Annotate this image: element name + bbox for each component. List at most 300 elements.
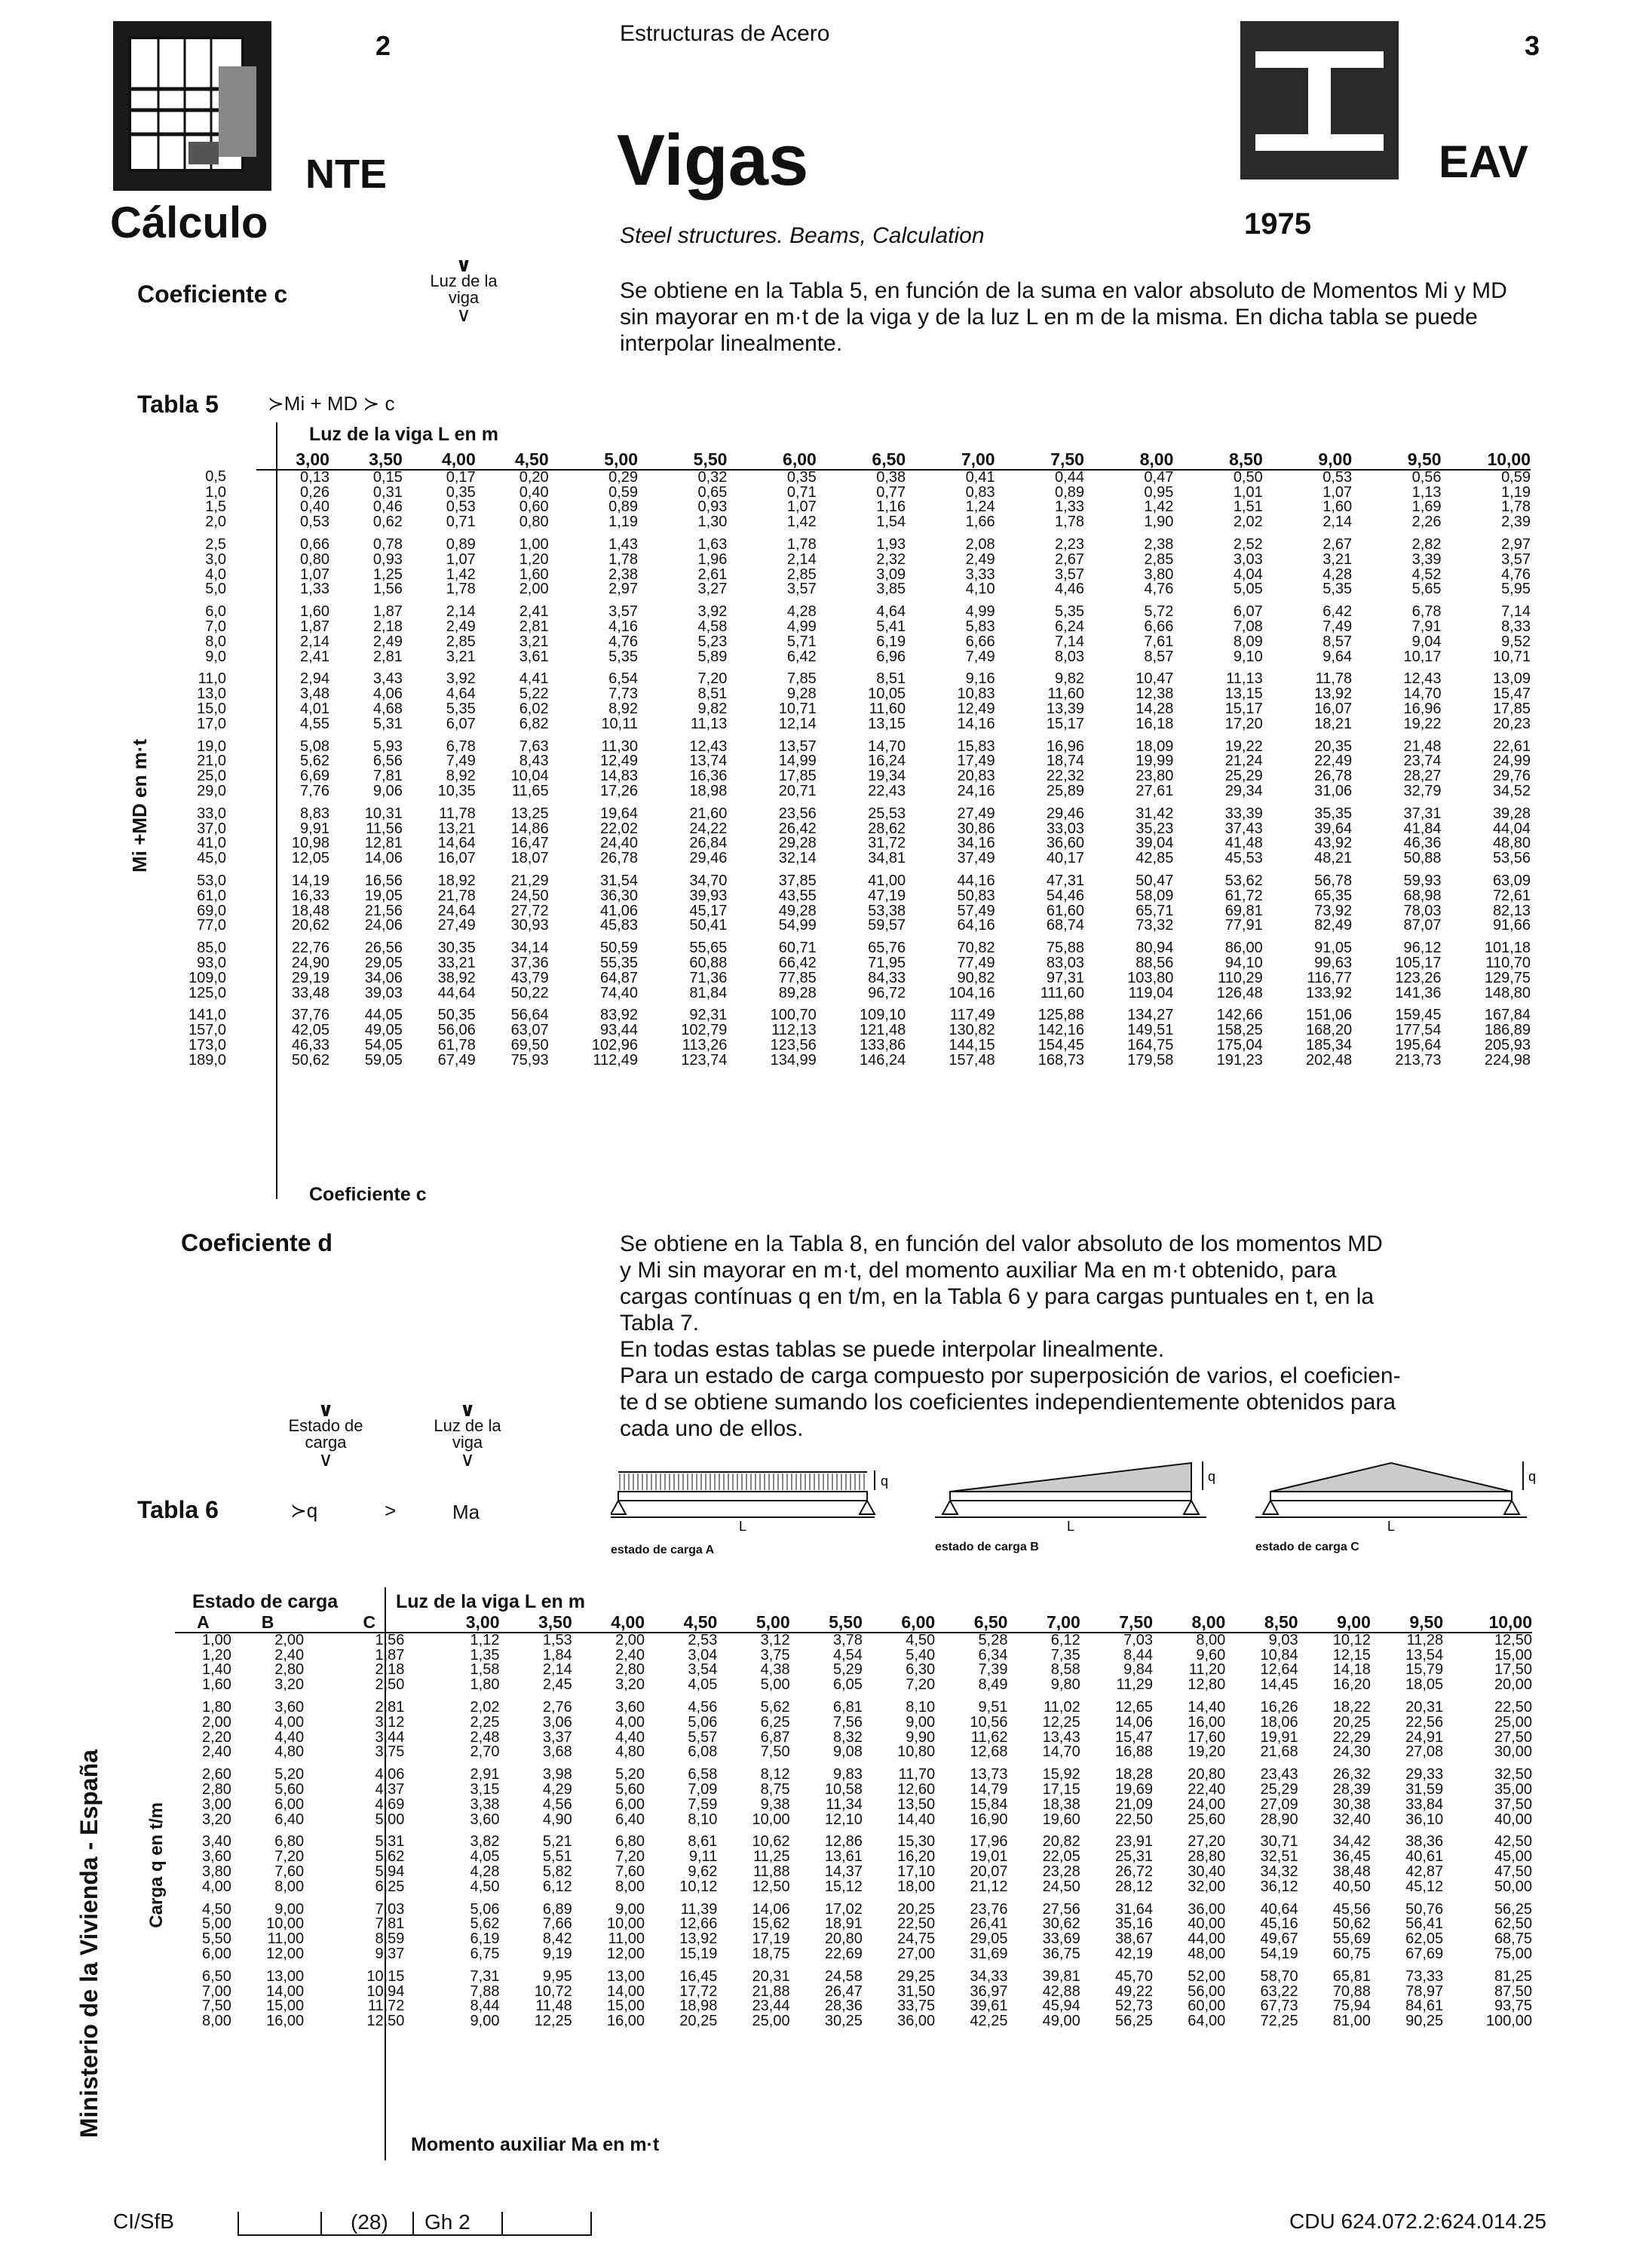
table-row [175,1895,1532,1918]
table-cell: 16,24 [868,753,906,770]
column-header: 3,00 [256,452,329,470]
table-cell: 26,41 [970,1915,1008,1933]
column-header: 8,00 [1153,1615,1225,1633]
table-cell: 144,15 [949,1036,995,1053]
table-cell: 129,75 [1484,969,1531,986]
table-cell: 1,60 [1323,498,1353,516]
table-cell: 45,12 [1405,1878,1444,1895]
table-cell: 16,20 [897,1848,936,1866]
table-cell: 14,64 [437,835,476,852]
tabla6-label: Tabla 6 [137,1496,219,1523]
estado-cell: 10,94 [366,1983,405,2000]
load-diagram-a [611,1455,890,1569]
table-cell: 5,95 [1501,581,1531,598]
table-cell: 191,23 [1216,1051,1263,1069]
table-cell: 54,19 [1260,1945,1298,1962]
table-cell: 71,36 [689,969,728,986]
row-label: 15,0 [197,700,227,717]
table-cell: 168,20 [1305,1022,1353,1039]
table-cell: 4,50 [906,1631,936,1648]
table-cell: 31,54 [599,872,639,889]
table-cell: 4,76 [608,633,639,650]
table-cell: 13,92 [679,1930,718,1948]
estado-cell: 3,12 [375,1713,405,1731]
table-row [188,650,1531,665]
estado-column-header: C [304,1615,434,1633]
table-cell: 3,39 [1411,550,1442,568]
table-cell: 5,62 [300,753,329,770]
table-cell: 3,21 [446,648,476,665]
table-row [188,470,1531,486]
estado-cell: 2,18 [375,1661,405,1679]
table-cell: 9,62 [688,1863,718,1880]
tabla5-span-header: Luz de la viga L en m [309,424,498,445]
table-row [175,1760,1532,1783]
table-cell: 1,00 [519,535,549,553]
table-cell: 1,87 [300,618,329,635]
table-cell: 4,46 [1055,581,1084,598]
table-cell: 30,35 [437,940,476,957]
table-cell: 53,62 [1224,872,1263,889]
table-cell: 3,60 [615,1698,645,1716]
table-cell: 1,07 [786,498,817,516]
column-header: 4,50 [476,452,549,470]
table-cell: 37,31 [1403,805,1442,822]
table-cell: 117,49 [949,1007,995,1024]
table-cell: 14,28 [1136,700,1174,717]
estado-cell: 2,40 [274,1646,305,1664]
table-cell: 0,80 [519,514,549,531]
table-cell: 60,88 [689,954,728,971]
table-cell: 3,37 [542,1728,572,1746]
table-cell: 29,46 [689,850,728,867]
table-cell: 6,34 [978,1646,1008,1664]
table-cell: 2,52 [1233,535,1263,553]
table-cell: 30,86 [957,820,995,837]
table-row [188,799,1531,822]
table-cell: 27,49 [957,805,995,822]
table-cell: 10,31 [364,805,403,822]
row-label: 6,0 [205,603,227,621]
table-cell: 61,60 [1046,902,1084,919]
estado-cell: 4,50 [201,1900,231,1918]
table-cell: 5,35 [1055,603,1084,621]
table-row [188,717,1531,732]
table-cell: 167,84 [1484,1007,1531,1024]
estado-column-header: A [175,1615,231,1633]
table-cell: 10,83 [957,685,995,703]
table-cell: 2,91 [470,1766,500,1783]
table-cell: 4,52 [1411,566,1442,583]
table-cell: 0,60 [519,498,549,516]
table-cell: 20,31 [752,1967,790,1985]
table-cell: 12,43 [689,738,728,755]
table-cell: 34,06 [364,969,403,986]
table-cell: 96,12 [1403,940,1442,957]
table-cell: 57,49 [957,902,995,919]
column-header: 5,00 [549,452,638,470]
table-cell: 8,57 [1144,648,1174,665]
table-cell: 19,22 [1224,738,1263,755]
table-cell: 94,10 [1224,954,1263,971]
table-cell: 68,74 [1046,917,1084,934]
description-line: En todas estas tablas se puede interpolar linealmente. [620,1337,1165,1362]
footer-classification-box [238,2206,592,2236]
table-cell: 3,03 [1233,550,1263,568]
table-cell: 16,00 [606,2013,645,2030]
table-cell: 22,40 [1188,1780,1226,1798]
table-cell: 20,25 [1332,1713,1371,1731]
table-cell: 44,16 [957,872,995,889]
table-cell: 154,45 [1037,1036,1084,1053]
table-cell: 9,06 [372,782,403,799]
table-cell: 2,25 [470,1713,500,1731]
table-cell: 6,58 [688,1766,718,1783]
table-cell: 58,09 [1136,887,1174,904]
row-label: 9,0 [205,648,227,665]
estado-cell: 3,20 [274,1676,305,1694]
table-row [188,1001,1531,1023]
page-subtitle: Steel structures. Beams, Calculation [620,223,985,248]
table-cell: 16,45 [679,1967,718,1985]
table-cell: 19,69 [1114,1780,1154,1798]
table-cell: 1,33 [1055,498,1084,516]
table-row [175,1962,1532,1985]
table-cell: 148,80 [1484,984,1531,1001]
table-cell: 49,05 [364,1022,403,1039]
table-cell: 15,47 [1492,685,1531,703]
table-cell: 4,28 [786,603,817,621]
table-cell: 97,31 [1046,969,1084,986]
table-cell: 10,62 [752,1833,790,1851]
table-cell: 0,40 [519,483,549,501]
estado-cell: 4,69 [375,1795,405,1813]
table-cell: 12,68 [970,1743,1008,1761]
table-cell: 6,24 [1055,618,1084,635]
table-cell: 16,88 [1114,1743,1154,1761]
table-cell: 13,15 [1224,685,1263,703]
table-row [175,1947,1532,1962]
estado-cell: 2,50 [375,1676,405,1694]
table-cell: 39,03 [364,984,403,1001]
table-cell: 15,92 [1042,1766,1080,1783]
table-cell: 186,89 [1484,1022,1531,1039]
table-cell: 12,50 [752,1878,790,1895]
table-cell: 158,25 [1216,1022,1263,1039]
table-cell: 2,97 [1501,535,1531,553]
row-label: 109,0 [188,969,227,986]
table-cell: 1,78 [1055,514,1084,531]
table-cell: 2,97 [608,581,639,598]
table-row [188,732,1531,755]
table-cell: 43,92 [1314,835,1353,852]
table-cell: 17,15 [1042,1780,1080,1798]
box-tick [501,2212,503,2234]
table-cell: 0,29 [608,468,639,486]
table-cell: 12,25 [1042,1713,1080,1731]
table-cell: 5,08 [300,738,329,755]
tabla6 [175,1612,1532,2030]
table-cell: 33,75 [897,1998,936,2015]
table-cell: 19,22 [1403,715,1442,732]
estado-cell: 7,03 [375,1900,405,1918]
table-cell: 6,30 [906,1661,936,1679]
row-label: 8,0 [205,633,227,650]
table-cell: 17,02 [824,1900,863,1918]
table-cell: 27,61 [1136,782,1174,799]
table-cell: 34,32 [1260,1863,1298,1880]
table-cell: 42,19 [1114,1945,1154,1962]
table-cell: 25,89 [1046,782,1084,799]
estado-cell: 6,00 [201,1945,231,1962]
estado-cell: 6,80 [274,1833,305,1851]
table-cell: 3,38 [470,1795,500,1813]
row-label: 157,0 [188,1022,227,1039]
table-cell: 37,85 [778,872,817,889]
table-cell: 20,71 [778,782,817,799]
table-cell: 5,06 [688,1713,718,1731]
table-cell: 6,07 [446,715,476,732]
estado-cell: 5,60 [274,1780,305,1798]
table-cell: 52,73 [1114,1998,1154,2015]
table-cell: 121,48 [860,1022,906,1039]
table-cell: 32,79 [1403,782,1442,799]
arrow-down-icon: ∨ [460,1448,475,1470]
table-cell: 105,17 [1395,954,1442,971]
table-cell: 44,64 [437,984,476,1001]
column-header: 6,00 [727,452,816,470]
table-cell: 42,88 [1042,1983,1080,2000]
table-cell: 29,05 [364,954,403,971]
table-cell: 14,86 [510,820,549,837]
table-cell: 18,48 [291,902,329,919]
estado-cell: 5,00 [201,1915,231,1933]
table-cell: 56,41 [1405,1915,1444,1933]
row-label: 25,0 [197,768,227,785]
table-cell: 26,78 [1314,768,1353,785]
table-cell: 36,00 [897,2013,936,2030]
table-cell: 12,38 [1136,685,1174,703]
estado-cell: 3,40 [201,1833,231,1851]
coef-c-description: Se obtiene en la Tabla 5, en función de la suma en valor absoluto de Momentos Mi y MD sin mayorar en m·t de la viga y de la luz L en m de la misma. En dicha tabla se puede interpolar linealmente. [620,278,1507,356]
table-cell: 32,14 [778,850,817,867]
table-cell: 3,61 [519,648,549,665]
estado-cell: 3,60 [201,1848,231,1866]
table-cell: 2,00 [615,1631,645,1648]
table-cell: 31,64 [1114,1900,1154,1918]
table-cell: 62,50 [1494,1915,1532,1933]
table-cell: 9,19 [542,1945,572,1962]
table-cell: 4,55 [300,715,329,732]
table-cell: 42,05 [291,1022,329,1039]
description-line: cargas contínuas q en t/m, en la Tabla 6 y para cargas puntuales en t, en la [620,1284,1375,1309]
table-row [175,2014,1532,2029]
table-cell: 71,95 [868,954,906,971]
column-header: 5,50 [790,1615,863,1633]
table-cell: 4,58 [697,618,728,635]
table-cell: 21,60 [689,805,728,822]
column-header: 6,00 [863,1615,935,1633]
table-cell: 16,18 [1136,715,1174,732]
table-cell: 142,16 [1037,1022,1084,1039]
table-cell: 9,16 [965,670,995,688]
diagram-l-label: L [1067,1519,1075,1534]
calculo-label: Cálculo [110,198,268,247]
table-cell: 64,16 [957,917,995,934]
table-cell: 56,00 [1188,1983,1226,2000]
table-cell: 10,56 [970,1713,1008,1731]
table-cell: 27,00 [897,1945,936,1962]
estado-cell: 2,80 [201,1780,231,1798]
table-cell: 20,82 [1042,1833,1080,1851]
table-cell: 22,50 [1114,1811,1154,1828]
table-cell: 8,32 [832,1728,863,1746]
table-cell: 33,48 [291,984,329,1001]
table-cell: 43,79 [510,969,549,986]
table-cell: 3,06 [542,1713,572,1731]
table-cell: 8,49 [978,1676,1008,1694]
table-cell: 30,38 [1332,1795,1371,1813]
table-cell: 24,90 [291,954,329,971]
table-cell: 15,17 [1224,700,1263,717]
table-cell: 24,99 [1492,753,1531,770]
table-row [188,956,1531,971]
table-cell: 185,34 [1305,1036,1353,1053]
table-cell: 13,73 [970,1766,1008,1783]
table-cell: 2,26 [1411,514,1442,531]
estado-cell: 5,50 [201,1930,231,1948]
row-label: 1,0 [205,483,227,501]
estado-cell: 10,15 [366,1967,405,1985]
column-header: 10,00 [1442,452,1531,470]
table-cell: 27,09 [1260,1795,1298,1813]
table-cell: 2,67 [1323,535,1353,553]
table-cell: 4,64 [446,685,476,703]
table-cell: 8,75 [760,1780,790,1798]
table-cell: 39,64 [1314,820,1353,837]
table-cell: 20,35 [1314,738,1353,755]
table-cell: 7,14 [1501,603,1531,621]
table-cell: 69,81 [1224,902,1263,919]
column-header: 7,00 [906,452,995,470]
table-cell: 15,00 [606,1998,645,2015]
table-cell: 6,07 [1233,603,1263,621]
table-row [175,1880,1532,1895]
table-cell: 9,28 [786,685,817,703]
table-cell: 175,04 [1216,1036,1263,1053]
table-cell: 1,24 [965,498,995,516]
box-tick [238,2212,239,2234]
table-cell: 1,60 [300,603,329,621]
table-cell: 41,84 [1403,820,1442,837]
table-cell: 5,57 [688,1728,718,1746]
table-cell: 29,76 [1492,768,1531,785]
table-cell: 2,14 [446,603,476,621]
table-cell: 4,56 [688,1698,718,1716]
table-cell: 86,00 [1224,940,1263,957]
table-cell: 1,63 [697,535,728,553]
table-cell: 13,15 [868,715,906,732]
table-row [188,1053,1531,1069]
table-cell: 3,60 [470,1811,500,1828]
table-cell: 70,88 [1332,1983,1371,2000]
table-cell: 177,54 [1395,1022,1442,1039]
table-cell: 10,04 [510,768,549,785]
estado-cell: 2,40 [201,1743,231,1761]
table-cell: 202,48 [1305,1051,1353,1069]
table-cell: 36,12 [1260,1878,1298,1895]
table-cell: 20,25 [897,1900,936,1918]
table-cell: 7,59 [688,1795,718,1813]
row-label: 45,0 [197,850,227,867]
table-cell: 7,35 [1050,1646,1080,1664]
table-cell: 77,49 [957,954,995,971]
table-cell: 81,00 [1332,2013,1371,2030]
table-cell: 41,06 [599,902,639,919]
table-cell: 36,45 [1332,1848,1371,1866]
table-cell: 18,98 [679,1998,718,2015]
table-cell: 20,31 [1405,1698,1444,1716]
table-cell: 32,00 [1188,1878,1226,1895]
table-cell: 5,21 [542,1833,572,1851]
table-cell: 40,00 [1494,1811,1532,1828]
table-cell: 24,06 [364,917,403,934]
table-cell: 27,20 [1188,1833,1226,1851]
table-cell: 2,81 [372,648,403,665]
table-cell: 1,16 [876,498,906,516]
estado-cell: 13,00 [266,1967,305,1985]
table-cell: 24,50 [510,887,549,904]
table-cell: 12,14 [778,715,817,732]
table-cell: 2,02 [1233,514,1263,531]
table-cell: 0,59 [608,483,639,501]
table-cell: 77,85 [778,969,817,986]
table-cell: 7,31 [470,1967,500,1985]
footer-cisfb: CI/SfB [113,2209,174,2233]
table-cell: 5,05 [1233,581,1263,598]
table-cell: 1,07 [1323,483,1353,501]
table-cell: 40,17 [1046,850,1084,867]
table-cell: 5,28 [978,1631,1008,1648]
table-cell: 16,20 [1332,1676,1371,1694]
description-line: y Mi sin mayorar en m·t, del momento auxiliar Ma en m·t obtenido, para [620,1258,1337,1283]
logo-right [1240,21,1399,179]
table-cell: 66,42 [778,954,817,971]
table-cell: 142,66 [1216,1007,1263,1024]
table-cell: 65,71 [1136,902,1174,919]
table-cell: 5,41 [876,618,906,635]
table-cell: 54,46 [1046,887,1084,904]
diagram-q-label: q [1528,1469,1537,1484]
table-row [188,664,1531,687]
table-cell: 4,99 [786,618,817,635]
table-cell: 0,83 [965,483,995,501]
table-cell: 37,49 [957,850,995,867]
table-cell: 141,36 [1395,984,1442,1001]
table-cell: 58,70 [1260,1967,1298,1985]
table-cell: 2,85 [446,633,476,650]
table-cell: 39,61 [970,1998,1008,2015]
table-cell: 8,44 [470,1998,500,2015]
table-cell: 21,12 [970,1878,1008,1895]
row-label: 77,0 [197,917,227,934]
table-cell: 36,97 [970,1983,1008,2000]
table-cell: 52,00 [1188,1967,1226,1985]
estado-cell: 7,50 [201,1998,231,2015]
table-cell: 6,81 [832,1698,863,1716]
table-cell: 22,49 [1314,753,1353,770]
tabla5-footer: Coeficiente c [309,1184,427,1205]
